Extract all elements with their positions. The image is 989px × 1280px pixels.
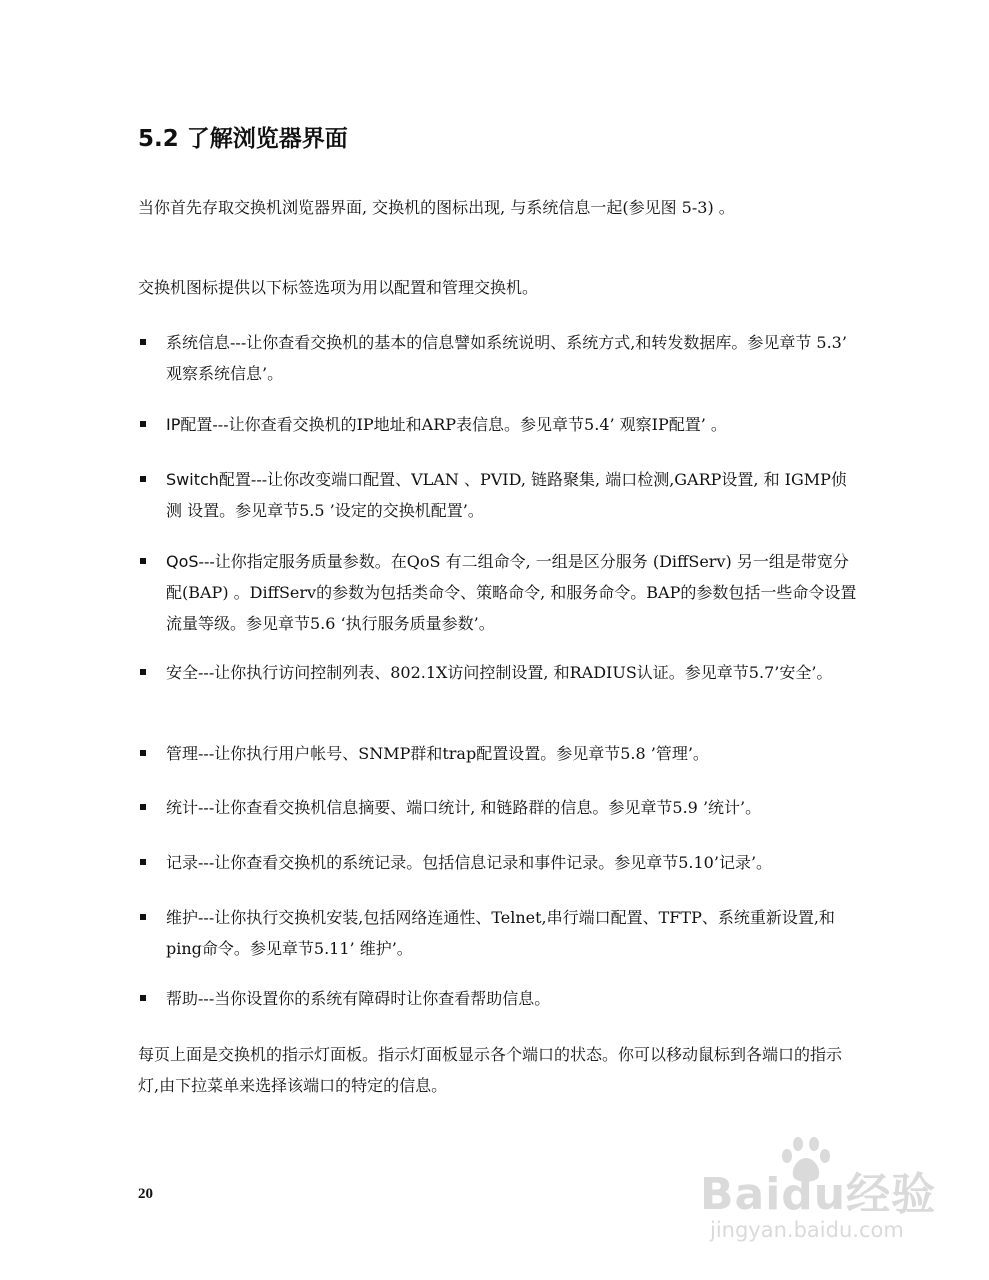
bullet-term: 维护 xyxy=(166,908,199,927)
bullet-text: ---让你执行交换机安装,包括网络连通性、Telnet,串行端口配置、TFTP、系统重新设置,和ping命令。参见章节5.11’ 维护’。 xyxy=(166,908,835,958)
bullet-term: QoS xyxy=(166,552,199,571)
bullet-term: 管理 xyxy=(166,744,199,763)
bullet-marker-icon xyxy=(140,914,146,920)
bullet-text: ---让你改变端口配置、VLAN 、PVID, 链路聚集, 端口检测,GARP设置, 和 IGMP侦测 设置。参见章节5.5 ’设定的交换机配置’。 xyxy=(166,470,847,520)
page-number: 20 xyxy=(138,1186,153,1202)
intro-paragraph: 当你首先存取交换机浏览器界面, 交换机的图标出现, 与系统信息一起(参见图 5-3) 。 xyxy=(138,198,735,217)
bullet-term: 记录 xyxy=(166,853,199,872)
watermark-logo: Baidu经验 xyxy=(700,1169,937,1220)
baidu-watermark xyxy=(700,1128,960,1248)
bullet-text: ---让你查看交换机信息摘要、端口统计, 和链路群的信息。参见章节5.9 ’统计’。 xyxy=(198,798,762,817)
bullet-marker-icon xyxy=(140,669,146,675)
list-item xyxy=(138,657,858,688)
bullet-marker-icon xyxy=(140,995,146,1001)
bullet-text: ---让你执行用户帐号、SNMP群和trap配置设置。参见章节5.8 ’管理’。 xyxy=(198,744,709,763)
bullet-text: ---让你查看交换机的基本的信息譬如系统说明、系统方式,和转发数据库。参见章节 5.3’ 观察系统信息’。 xyxy=(166,333,847,383)
bullet-marker-icon xyxy=(140,558,146,564)
bullet-marker-icon xyxy=(140,804,146,810)
list-item xyxy=(138,464,858,526)
watermark-url: jingyan.baidu.com xyxy=(710,1218,904,1242)
bullet-text: ---让你指定服务质量参数。在QoS 有二组命令, 一组是区分服务 (DiffServ) 另一组是带宽分配(BAP) 。DiffServ的参数为包括类命令、策略命令, 和服务命令。BAP的参数包括一些命令设置流量等级。参见章节5.6 ‘执行服务质量参数’。 xyxy=(166,552,857,633)
bullet-term: 帮助 xyxy=(166,989,199,1008)
bullet-term: 安全 xyxy=(166,663,199,682)
led-panel-paragraph: 每页上面是交换机的指示灯面板。指示灯面板显示各个端口的状态。你可以移动鼠标到各端口的指示灯,由下拉菜单来选择该端口的特定的信息。 xyxy=(138,1045,843,1095)
bullet-marker-icon xyxy=(140,476,146,482)
bullet-term: 系统信息 xyxy=(166,333,231,352)
list-item xyxy=(138,847,858,878)
list-item xyxy=(138,902,858,964)
bullet-marker-icon xyxy=(140,750,146,756)
list-item xyxy=(138,546,858,639)
bullet-term: 统计 xyxy=(166,798,199,817)
bullet-marker-icon xyxy=(140,421,146,427)
bullet-text: ---让你查看交换机的IP地址和ARP表信息。参见章节5.4’ 观察IP配置’ 。 xyxy=(212,415,727,434)
list-item xyxy=(138,792,858,823)
list-item xyxy=(138,983,858,1014)
bullet-text: ---让你执行访问控制列表、802.1X访问控制设置, 和RADIUS认证。参见章节5.7’安全’。 xyxy=(198,663,833,682)
list-item xyxy=(138,738,858,769)
bullet-marker-icon xyxy=(140,859,146,865)
list-item xyxy=(138,327,858,389)
bullet-term: Switch配置 xyxy=(166,470,251,489)
bullet-text: ---让你查看交换机的系统记录。包括信息记录和事件记录。参见章节5.10’记录’。 xyxy=(198,853,773,872)
tabs-intro-paragraph: 交换机图标提供以下标签选项为用以配置和管理交换机。 xyxy=(138,278,539,297)
list-item xyxy=(138,409,858,440)
bullet-marker-icon xyxy=(140,339,146,345)
bullet-term: IP配置 xyxy=(166,415,213,434)
bullet-text: ---当你设置你的系统有障碍时让你查看帮助信息。 xyxy=(198,989,551,1008)
section-title: 5.2 了解浏览器界面 xyxy=(138,126,348,152)
